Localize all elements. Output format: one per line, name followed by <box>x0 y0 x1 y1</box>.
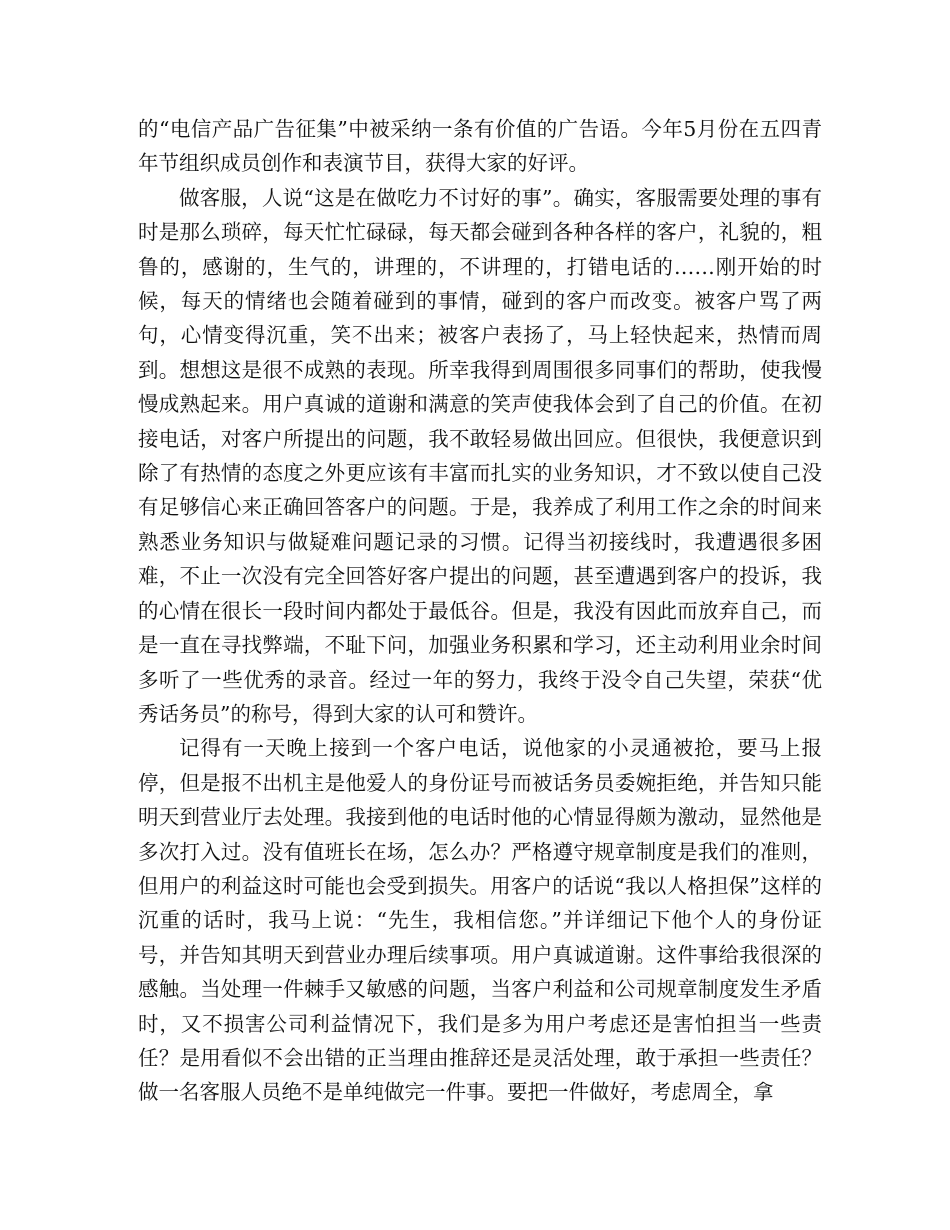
paragraph-2: 做客服，人说“这是在做吃力不讨好的事”。确实，客服需要处理的事有时是那么琐碎，每天忙忙碌碌，每天都会碰到各种各样的客户，礼貌的，粗鲁的，感谢的，生气的，讲理的，不讲理的，打错电话的……刚开始的时候，每天的情绪也会随着碰到的事情，碰到的客户而改变。被客户骂了两句，心情变得沉重，笑不出来；被客户表扬了，马上轻快起来，热情而周到。想想这是很不成熟的表现。所幸我得到周围很多同事们的帮助，使我慢慢成熟起来。用户真诚的道谢和满意的笑声使我体会到了自己的价值。在初接电话，对客户所提出的问题，我不敢轻易做出回应。但很快，我便意识到除了有热情的态度之外更应该有丰富而扎实的业务知识，才不致以使自己没有足够信心来正确回答客户的问题。于是，我养成了利用工作之余的时间来熟悉业务知识与做疑难问题记录的习惯。记得当初接线时，我遭遇很多困难，不止一次没有完全回答好客户提出的问题，甚至遭遇到客户的投诉，我的心情在很长一段时间内都处于最低谷。但是，我没有因此而放弃自己，而是一直在寻找弊端，不耻下问，加强业务积累和学习，还主动利用业余时间多听了一些优秀的录音。经过一年的努力，我终于没令自己失望，荣获“优秀话务员”的称号，得到大家的认可和赞许。 <box>138 185 822 726</box>
paragraph-1: 的“电信产品广告征集”中被采纳一条有价值的广告语。今年5月份在五四青年节组织成员创作和表演节目，获得大家的好评。 <box>138 117 822 176</box>
paragraph-3: 记得有一天晚上接到一个客户电话，说他家的小灵通被抢，要马上报停，但是报不出机主是他爱人的身份证号而被话务员委婉拒绝，并告知只能明天到营业厅去处理。我接到他的电话时他的心情显得颇为激动，显然他是多次打入过。没有值班长在场，怎么办？严格遵守规章制度是我们的准则，但用户的利益这时可能也会受到损失。用客户的话说“我以人格担保”这样的沉重的话时，我马上说：“先生，我相信您。”并详细记下他个人的身份证号，并告知其明天到营业办理后续事项。用户真诚道谢。这件事给我很深的感触。当处理一件棘手又敏感的问题，当客户利益和公司规章制度发生矛盾时，又不损害公司利益情况下，我们是多为用户考虑还是害怕担当一些责任？是用看似不会出错的正当理由推辞还是灵活处理，敢于承担一些责任？做一名客服人员绝不是单纯做完一件事。要把一件做好，考虑周全，拿 <box>138 736 822 1105</box>
document-body <box>138 112 822 1110</box>
